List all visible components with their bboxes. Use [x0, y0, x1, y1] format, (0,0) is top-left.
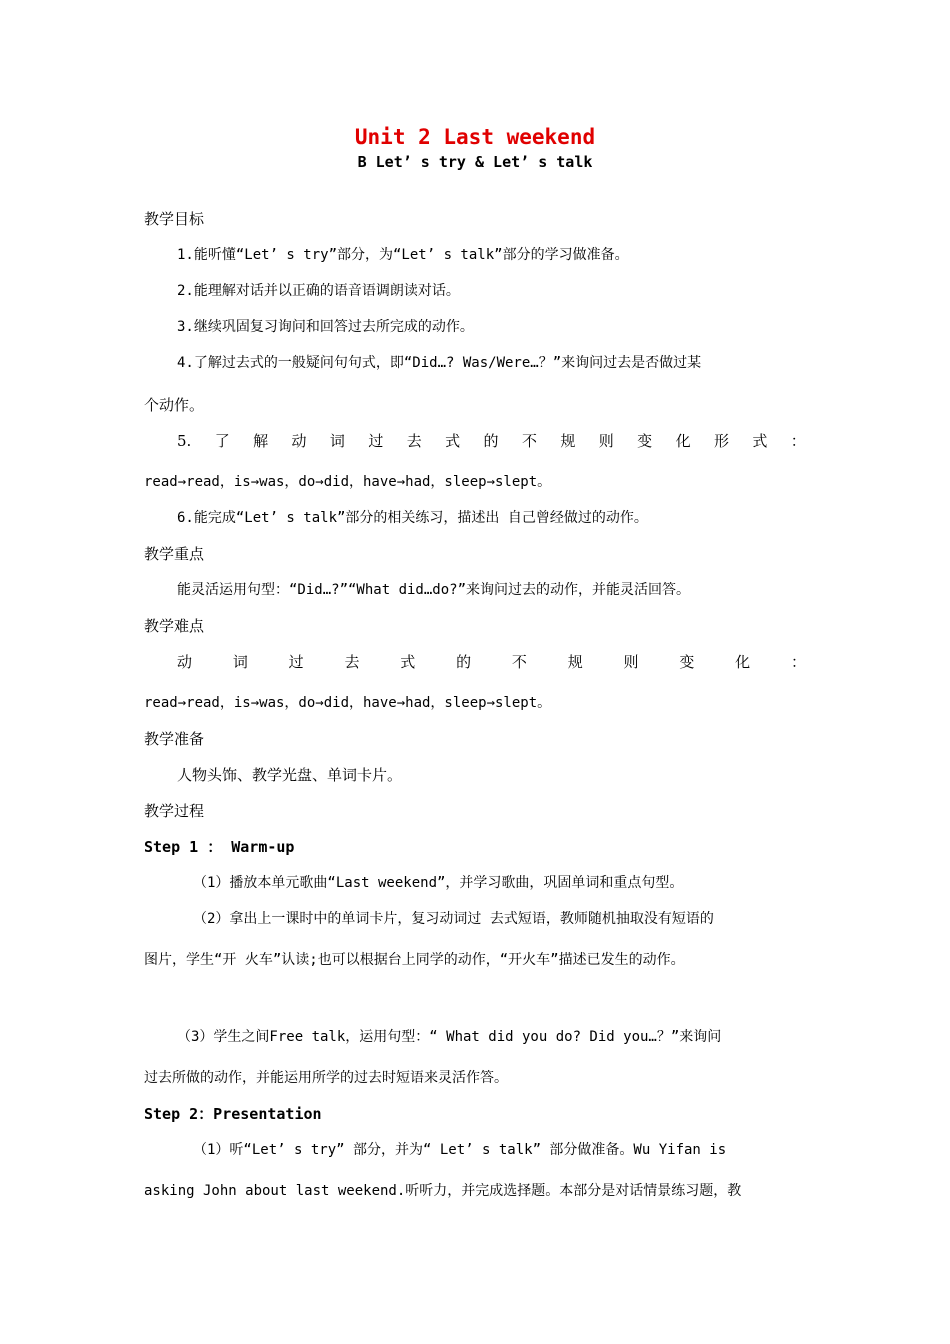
goal-5-char: 式: [445, 432, 461, 450]
difficult-char: 动: [177, 653, 193, 671]
step-1-item-2-line-1: （2）拿出上一课时中的单词卡片，复习动词过 去式短语，教师随机抽取没有短语的: [193, 911, 714, 927]
goal-5-char: 规: [560, 432, 576, 450]
prep-text: 人物头饰、教学光盘、单词卡片。: [177, 766, 403, 784]
goal-5-char: 形: [713, 432, 729, 450]
difficult-char: 过: [288, 653, 304, 671]
difficult-heading: 教学难点: [144, 617, 205, 635]
difficult-char: 式: [400, 653, 416, 671]
document-title: Unit 2 Last weekend: [354, 125, 596, 149]
goal-5-char: 式: [752, 432, 768, 450]
difficult-char: 去: [344, 653, 360, 671]
step-1-item-3-line-2: 过去所做的动作，并能运用所学的过去时短语来灵活作答。: [144, 1070, 508, 1086]
step-1-item-1: （1）播放本单元歌曲“Last weekend”，并学习歌曲，巩固单词和重点句型。: [193, 875, 684, 891]
difficult-char: 不: [511, 653, 527, 671]
goal-5-char: 则: [598, 432, 614, 450]
goal-5-char: 化: [675, 432, 691, 450]
step-2-item-1-line-2: asking John about last weekend.听听力，并完成选择题。本部分是对话情景练习题，教: [144, 1183, 742, 1199]
goal-3: 3.继续巩固复习询问和回答过去所完成的动作。: [177, 319, 474, 335]
goals-heading: 教学目标: [144, 210, 205, 228]
goal-5-char: 5.: [177, 432, 192, 450]
goal-5-char: 变: [637, 432, 653, 450]
difficult-char: 的: [456, 653, 472, 671]
goal-5-char: 了: [214, 432, 230, 450]
goal-5-char: 去: [406, 432, 422, 450]
difficult-char: 化: [735, 653, 751, 671]
goal-5-line-1: [177, 430, 806, 452]
difficult-char: 则: [623, 653, 639, 671]
goal-4-line-2: 个动作。: [144, 396, 205, 414]
step-1-item-3-line-1: （3）学生之间Free talk，运用句型：“ What did you do? Did you…？”来询问: [177, 1029, 722, 1045]
goal-5-line-2: read→read，is→was，do→did，have→had，sleep→slept。: [144, 474, 552, 490]
goal-5-char: 解: [253, 432, 269, 450]
goal-5-char: ：: [790, 432, 806, 450]
goal-4-line-1: 4.了解过去式的一般疑问句句式，即“Did…? Was/Were…？”来询问过去是否做过某: [177, 355, 702, 371]
goal-6: 6.能完成“Let’ s talk”部分的相关练习，描述出 自己曾经做过的动作。: [177, 510, 648, 526]
goal-5-char: 的: [483, 432, 499, 450]
goal-2: 2.能理解对话并以正确的语音语调朗读对话。: [177, 283, 460, 299]
step-1-item-2-line-2: 图片，学生“开 火车”认读;也可以根据台上同学的动作，“开火车”描述已发生的动作。: [144, 952, 685, 968]
difficult-char: 变: [679, 653, 695, 671]
difficult-char: 词: [232, 653, 248, 671]
step-1-heading: Step 1 ： Warm-up: [144, 838, 295, 856]
goal-5-char: 不: [521, 432, 537, 450]
goal-5-char: 词: [329, 432, 345, 450]
prep-heading: 教学准备: [144, 730, 205, 748]
goal-5-char: 动: [291, 432, 307, 450]
process-heading: 教学过程: [144, 802, 205, 820]
key-text: 能灵活运用句型：“Did…?”“What did…do?”来询问过去的动作，并能灵活回答。: [177, 582, 691, 598]
goal-1: 1.能听懂“Let’ s try”部分，为“Let’ s talk”部分的学习做准备。: [177, 247, 629, 263]
difficult-char: 规: [567, 653, 583, 671]
step-2-item-1-line-1: （1）听“Let’ s try” 部分，并为“ Let’ s talk” 部分做准备。Wu Yifan is: [193, 1142, 727, 1158]
difficult-line-2: read→read，is→was，do→did，have→had，sleep→slept。: [144, 695, 552, 711]
document-subtitle: B Let’ s try & Let’ s talk: [357, 153, 593, 171]
difficult-char: ：: [790, 653, 806, 671]
goal-5-char: 过: [368, 432, 384, 450]
difficult-line-1: [177, 651, 806, 673]
key-heading: 教学重点: [144, 545, 205, 563]
step-2-heading: Step 2：Presentation: [144, 1105, 322, 1123]
